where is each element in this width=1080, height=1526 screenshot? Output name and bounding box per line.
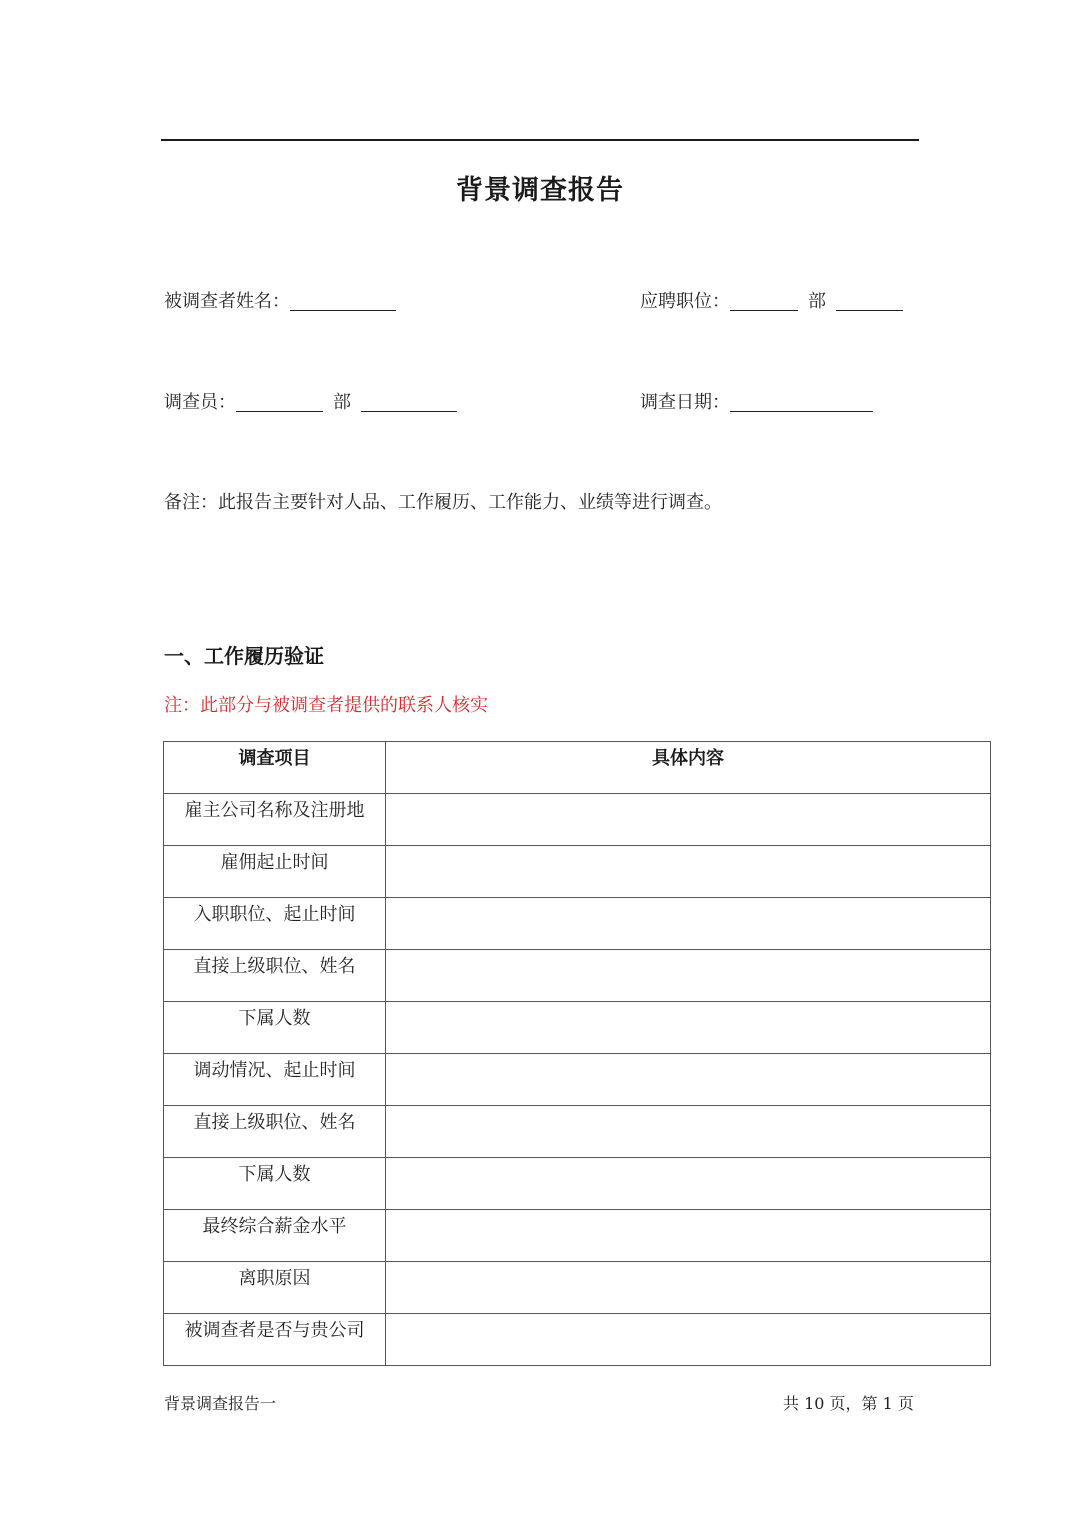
table-cell-content[interactable]	[386, 1210, 991, 1262]
table-row	[164, 1314, 991, 1366]
subject-name-blank[interactable]	[290, 292, 396, 311]
table-row	[164, 1158, 991, 1210]
section-title: 一、工作履历验证	[164, 644, 324, 668]
department-label-1: 部	[808, 291, 826, 312]
department-label-2: 部	[333, 392, 351, 413]
table-row	[164, 1106, 991, 1158]
table-row	[164, 794, 991, 846]
table-cell-item: 离职原因	[164, 1262, 386, 1314]
date-field	[640, 391, 873, 415]
table-cell-item: 被调查者是否与贵公司	[164, 1314, 386, 1366]
table-row	[164, 1054, 991, 1106]
table-cell-item: 入职职位、起止时间	[164, 898, 386, 950]
table-header-item: 调查项目	[164, 742, 386, 794]
table-row	[164, 1262, 991, 1314]
table-cell-item: 调动情况、起止时间	[164, 1054, 386, 1106]
position-label: 应聘职位：	[640, 291, 730, 312]
table-cell-content[interactable]	[386, 794, 991, 846]
remark-text: 备注：此报告主要针对人品、工作履历、工作能力、业绩等进行调查。	[164, 492, 722, 513]
table-header-content: 具体内容	[386, 742, 991, 794]
header-rule	[161, 139, 919, 141]
table-cell-content[interactable]	[386, 1262, 991, 1314]
table-cell-item: 直接上级职位、姓名	[164, 950, 386, 1002]
date-blank[interactable]	[730, 393, 873, 412]
table-cell-item: 雇佣起止时间	[164, 846, 386, 898]
table-row	[164, 950, 991, 1002]
table-cell-content[interactable]	[386, 898, 991, 950]
table-header-row	[164, 742, 991, 794]
investigator-blank[interactable]	[236, 393, 323, 412]
subject-name-label: 被调查者姓名：	[164, 291, 290, 312]
footer-page-count: 共 10 页，第 1 页	[783, 1394, 914, 1413]
table-row	[164, 898, 991, 950]
investigator-field	[164, 391, 457, 415]
table-row	[164, 1210, 991, 1262]
table-cell-item: 直接上级职位、姓名	[164, 1106, 386, 1158]
position-field	[640, 290, 903, 314]
table-row	[164, 846, 991, 898]
table-cell-item: 下属人数	[164, 1002, 386, 1054]
table-cell-item: 最终综合薪金水平	[164, 1210, 386, 1262]
table-cell-content[interactable]	[386, 950, 991, 1002]
section-note: 注：此部分与被调查者提供的联系人核实	[164, 695, 488, 716]
investigator-label: 调查员：	[164, 392, 236, 413]
table-cell-content[interactable]	[386, 1158, 991, 1210]
document-title: 背景调查报告	[456, 175, 624, 206]
department-blank-1[interactable]	[836, 292, 903, 311]
footer-left: 背景调查报告一	[164, 1394, 277, 1413]
work-history-table	[163, 741, 991, 1366]
table-row	[164, 1002, 991, 1054]
table-cell-content[interactable]	[386, 1106, 991, 1158]
position-blank[interactable]	[730, 292, 798, 311]
table-cell-content[interactable]	[386, 1314, 991, 1366]
department-blank-2[interactable]	[361, 393, 457, 412]
table-cell-content[interactable]	[386, 1002, 991, 1054]
table-cell-content[interactable]	[386, 1054, 991, 1106]
table-cell-content[interactable]	[386, 846, 991, 898]
table-cell-item: 雇主公司名称及注册地	[164, 794, 386, 846]
subject-name-field	[164, 290, 396, 314]
date-label: 调查日期：	[640, 392, 730, 413]
table-cell-item: 下属人数	[164, 1158, 386, 1210]
